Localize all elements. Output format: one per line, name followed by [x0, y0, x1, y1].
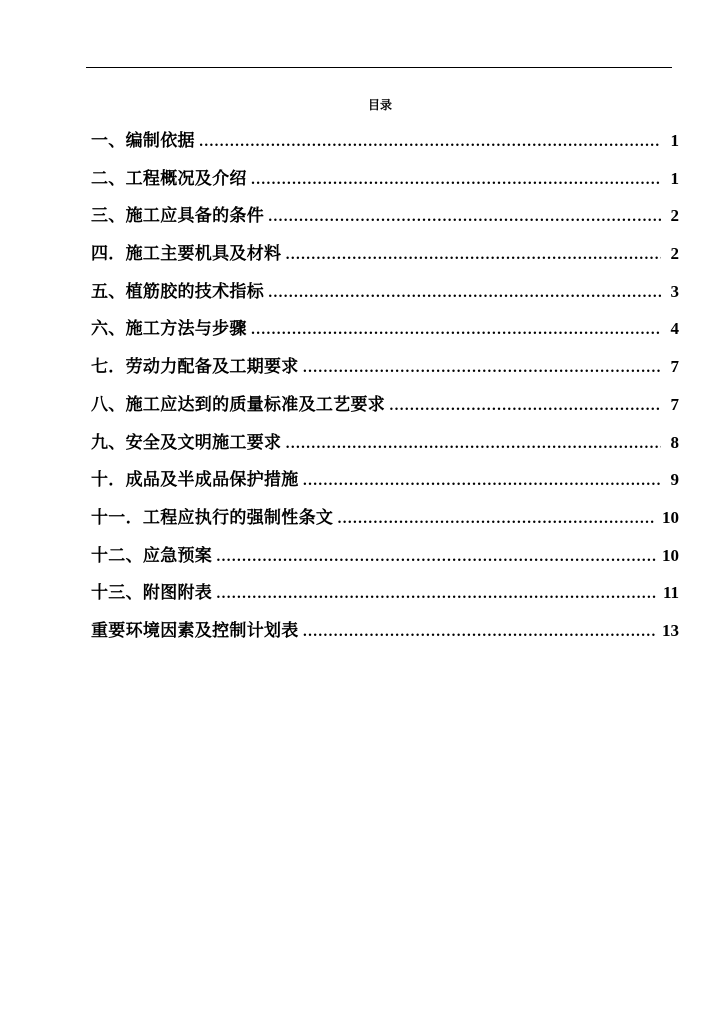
toc-entry-page: 7 [670, 357, 679, 377]
toc-entry[interactable] [91, 541, 679, 579]
toc-entry[interactable] [91, 352, 679, 390]
toc-entry-page: 11 [662, 583, 679, 603]
toc-dot-leader [199, 135, 661, 150]
toc-entry[interactable] [91, 390, 679, 428]
toc-entry-page: 9 [670, 470, 679, 490]
toc-entry[interactable] [91, 164, 679, 202]
toc-entry-page: 7 [670, 394, 679, 414]
toc-dot-leader [337, 512, 656, 527]
toc-entry-page: 10 [662, 545, 679, 565]
toc-dot-leader [303, 625, 656, 640]
toc-entry-label: 一、编制依据 [91, 131, 195, 151]
toc-entry-label: 重要环境因素及控制计划表 [91, 620, 299, 641]
toc-dot-leader [216, 550, 656, 565]
toc-dot-leader [285, 248, 661, 263]
toc-entry[interactable] [91, 314, 679, 352]
toc-entry-label: 四．施工主要机具及材料 [91, 244, 282, 265]
toc-entry-page: 8 [670, 432, 679, 452]
toc-dot-leader [251, 323, 661, 338]
toc-entry-label: 六、施工方法与步骤 [91, 319, 247, 340]
header-rule [86, 67, 672, 68]
toc-entry[interactable] [91, 126, 679, 164]
toc-entry-label: 三、施工应具备的条件 [91, 206, 264, 227]
toc-entry[interactable] [91, 578, 679, 616]
toc-entry[interactable] [91, 428, 679, 466]
toc-dot-leader [216, 587, 657, 602]
toc-dot-leader [285, 437, 661, 452]
table-of-contents [91, 126, 679, 654]
toc-entry[interactable] [91, 616, 679, 654]
toc-entry-label: 十二、应急预案 [91, 545, 213, 566]
toc-entry-label: 十．成品及半成品保护措施 [91, 470, 299, 491]
toc-dot-leader [251, 173, 661, 188]
toc-entry-label: 十三、附图附表 [91, 583, 213, 604]
toc-entry-page: 13 [662, 620, 679, 640]
toc-entry-label: 八、施工应达到的质量标准及工艺要求 [91, 394, 386, 415]
toc-entry-page: 4 [670, 319, 679, 339]
toc-entry-label: 五、植筋胶的技术指标 [91, 281, 264, 302]
toc-entry-page: 1 [670, 168, 679, 188]
toc-entry-label: 七．劳动力配备及工期要求 [91, 357, 299, 378]
toc-entry[interactable] [91, 239, 679, 277]
toc-entry-page: 2 [670, 206, 679, 226]
toc-entry-label: 二、工程概况及介绍 [91, 168, 247, 189]
toc-dot-leader [268, 286, 661, 301]
toc-dot-leader [303, 474, 661, 489]
toc-entry[interactable] [91, 465, 679, 503]
toc-entry-page: 3 [670, 281, 679, 301]
toc-entry[interactable] [91, 201, 679, 239]
toc-entry-page: 2 [670, 244, 679, 264]
toc-entry[interactable] [91, 277, 679, 315]
toc-entry-label: 十一．工程应执行的强制性条文 [91, 507, 334, 528]
toc-dot-leader [389, 399, 661, 414]
toc-entry[interactable] [91, 503, 679, 541]
toc-dot-leader [303, 361, 661, 376]
toc-entry-page: 10 [662, 507, 679, 527]
toc-entry-label: 九、安全及文明施工要求 [91, 432, 282, 453]
toc-dot-leader [268, 210, 661, 225]
toc-title: 目录 [367, 98, 392, 112]
toc-entry-page: 1 [670, 131, 679, 150]
